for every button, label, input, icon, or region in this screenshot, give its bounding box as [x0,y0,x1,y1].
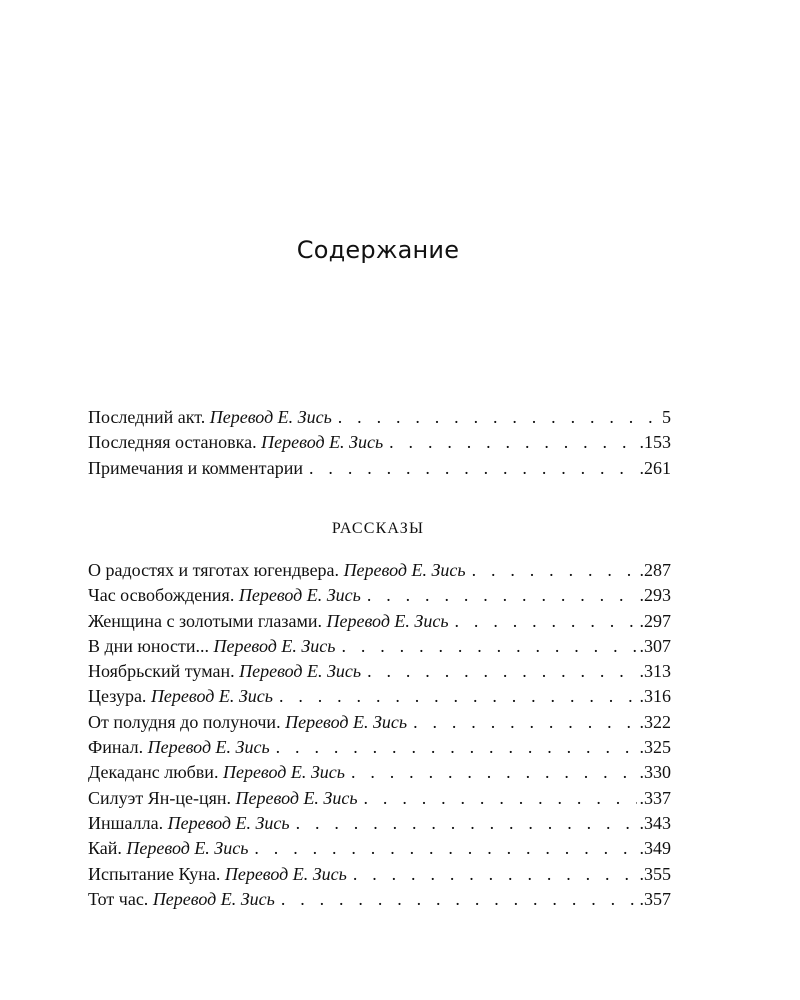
toc-entry[interactable] [88,430,671,455]
entry-translator: Перевод Е. Зись [126,838,249,859]
entry-translator: Перевод Е. Зись [343,560,466,580]
entry-page-number: .337 [639,787,671,808]
dot-leader [296,811,637,836]
entry-translator: Перевод Е. Зись [326,610,449,631]
toc-entry[interactable] [88,684,671,709]
entry-page-number: .322 [639,711,671,732]
entry-title: Примечания и комментарии [88,457,304,478]
toc-main-list [88,405,671,481]
toc-entry[interactable] [88,583,671,608]
entry-title: О радостях и тяготах югендвера. Перевод Е. Зись [88,560,466,580]
dot-leader [413,710,636,735]
entry-page-number: .316 [639,686,671,707]
toc-entry[interactable] [88,405,671,430]
entry-title: Силуэт Ян-це-цян. Перевод Е. Зись [88,787,358,808]
toc-stories-list [88,558,671,912]
entry-title: Час освобождения. Перевод Е. Зись [88,585,361,606]
entry-page-number: .313 [639,661,671,682]
dot-leader [279,684,637,709]
entry-translator: Перевод Е. Зись [167,812,290,833]
entry-page-number: 5 [662,407,671,427]
dot-leader [367,583,637,608]
entry-translator: Перевод Е. Зись [239,661,362,682]
entry-page-number: .287 [639,560,671,580]
entry-page-number: .357 [639,888,671,909]
entry-translator: Перевод Е. Зись [222,762,345,783]
entry-page-number: .343 [639,812,671,833]
toc-entry[interactable] [88,786,671,811]
entry-title: Женщина с золотыми глазами. Перевод Е. Зись [88,610,449,631]
entry-title: В дни юности... Перевод Е. Зись [88,635,336,656]
entry-translator: Перевод Е. Зись [224,863,347,884]
entry-page-number: .349 [639,838,671,859]
dot-leader [338,405,659,430]
entry-title: Испытание Куна. Перевод Е. Зись [88,863,347,884]
entry-translator: Перевод Е. Зись [235,787,358,808]
entry-translator: Перевод Е. Зись [285,711,408,732]
dot-leader [389,430,636,455]
dot-leader [367,659,636,684]
dot-leader [281,887,637,912]
entry-title: Тот час. Перевод Е. Зись [88,888,275,909]
toc-entry[interactable] [88,558,671,583]
toc-entry[interactable] [88,609,671,634]
dot-leader [351,760,637,785]
entry-page-number: .297 [639,610,671,631]
entry-title: Последний акт. Перевод Е. Зись [88,407,332,427]
entry-title: Декаданс любви. Перевод Е. Зись [88,762,345,783]
dot-leader [276,735,637,760]
entry-page-number: .330 [639,762,671,783]
entry-title: От полудня до полуночи. Перевод Е. Зись [88,711,408,732]
entry-translator: Перевод Е. Зись [147,737,270,758]
toc-entry[interactable] [88,811,671,836]
entry-translator: Перевод Е. Зись [238,585,361,606]
dot-leader [364,786,637,811]
dot-leader [309,456,636,481]
entry-translator: Перевод Е. Зись [209,407,332,427]
toc-entry[interactable] [88,735,671,760]
entry-page-number: .261 [639,457,671,478]
dot-leader [254,836,636,861]
toc-entry[interactable] [88,456,671,481]
entry-title: Ноябрьский туман. Перевод Е. Зись [88,661,362,682]
entry-translator: Перевод Е. Зись [150,686,273,707]
entry-title: Кай. Перевод Е. Зись [88,838,249,859]
page-title: Содержание [296,236,460,264]
toc-entry[interactable] [88,862,671,887]
entry-title: Цезура. Перевод Е. Зись [88,686,273,707]
dot-leader [455,609,637,634]
toc-entry[interactable] [88,634,671,659]
entry-translator: Перевод Е. Зись [261,432,384,453]
toc-entry[interactable] [88,659,671,684]
dot-leader [353,862,637,887]
section-heading: РАССКАЗЫ [331,520,425,537]
dot-leader [341,634,636,659]
toc-entry[interactable] [88,887,671,912]
toc-entry[interactable] [88,710,671,735]
entry-page-number: .355 [639,863,671,884]
entry-title: Финал. Перевод Е. Зись [88,737,270,758]
entry-page-number: .153 [639,432,671,453]
entry-translator: Перевод Е. Зись [152,888,275,909]
entry-title: Последняя остановка. Перевод Е. Зись [88,432,384,453]
entry-page-number: .307 [639,635,671,656]
toc-entry[interactable] [88,836,671,861]
dot-leader [472,558,637,583]
toc-entry[interactable] [88,760,671,785]
entry-page-number: .293 [639,585,671,606]
entry-title: Иншалла. Перевод Е. Зись [88,812,290,833]
entry-translator: Перевод Е. Зись [213,635,336,656]
entry-page-number: .325 [639,737,671,758]
